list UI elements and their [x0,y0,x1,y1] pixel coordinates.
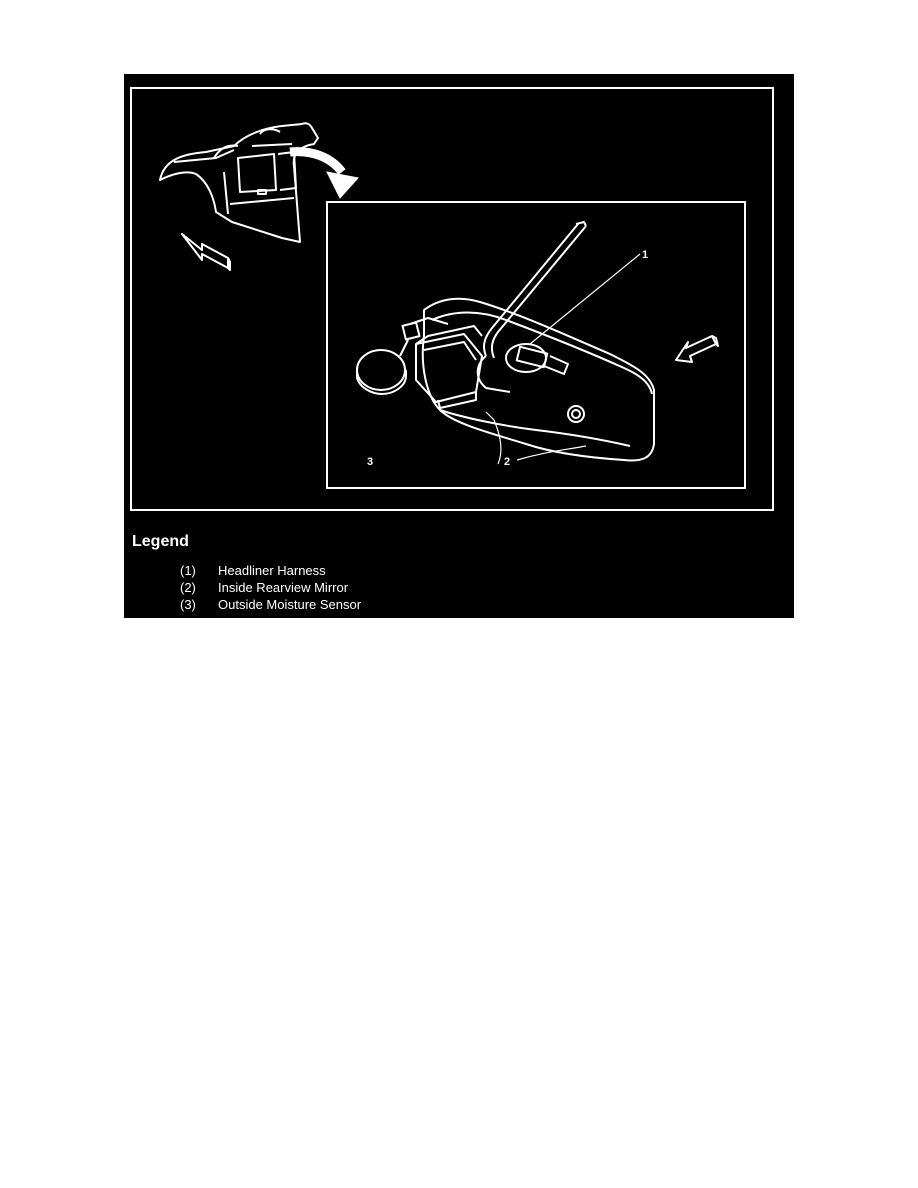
callout-3: 3 [367,456,374,468]
curved-arrow-icon [290,152,358,198]
legend-item-number: (1) [180,563,196,578]
callout-2: 2 [504,456,511,468]
callout-leaders [486,254,640,464]
callout-1: 1 [642,249,649,261]
rearview-mirror [423,299,654,461]
diagram-figure [124,74,794,618]
legend-item [180,580,348,596]
view-arrow-right-icon [676,336,718,362]
legend-item-label: Outside Moisture Sensor [218,597,362,612]
legend-item-number: (3) [180,597,196,612]
view-arrow-left-icon [182,234,230,270]
moisture-sensor [357,318,482,408]
legend-item [180,563,326,579]
legend-item [180,597,361,613]
diagram-illustration [124,74,794,618]
legend-title: Legend [132,533,189,550]
legend-item-number: (2) [180,580,196,595]
legend-item-label: Inside Rearview Mirror [218,580,349,595]
vehicle-icon [160,123,318,242]
legend-item-label: Headliner Harness [218,563,326,578]
